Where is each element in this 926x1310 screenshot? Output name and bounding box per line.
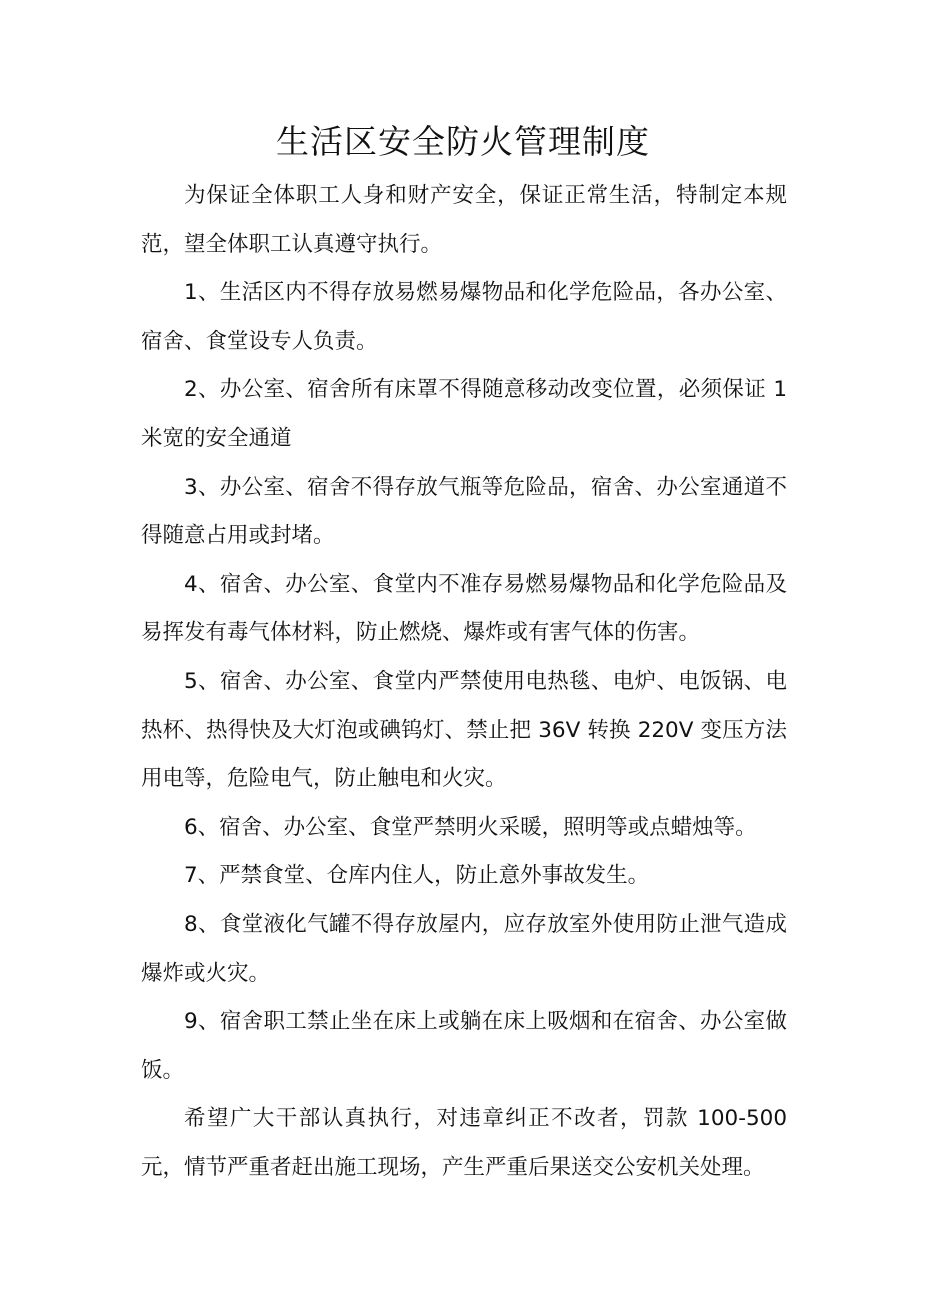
closing-paragraph: 希望广大干部认真执行，对违章纠正不改者，罚款 100-500 元，情节严重者赶出施工现场，产生严重后果送交公安机关处理。 (141, 1106, 787, 1180)
rule-item-5: 5、宿舍、办公室、食堂内严禁使用电热毯、电炉、电饭锅、电热杯、热得快及大灯泡或碘钨灯、禁止把 36V 转换 220V 变压方法用电等，危险电气，防止触电和火灾。 (141, 668, 787, 792)
rule-item-2: 2、办公室、宿舍所有床罩不得随意移动改变位置，必须保证 1 米宽的安全通道 (141, 377, 787, 451)
rule-item-9: 9、宿舍职工禁止坐在床上或躺在床上吸烟和在宿舍、办公室做饭。 (141, 1009, 787, 1083)
document-body (141, 172, 787, 1192)
intro-paragraph: 为保证全体职工人身和财产安全，保证正常生活，特制定本规范，望全体职工认真遵守执行。 (141, 183, 787, 257)
rule-item-4: 4、宿舍、办公室、食堂内不准存易燃易爆物品和化学危险品及易挥发有毒气体材料，防止燃烧、爆炸或有害气体的伤害。 (141, 571, 787, 646)
rule-item-6: 6、宿舍、办公室、食堂严禁明火采暖，照明等或点蜡烛等。 (184, 814, 757, 840)
rule-item-7: 7、严禁食堂、仓库内住人，防止意外事故发生。 (184, 863, 650, 889)
rule-item-1: 1、生活区内不得存放易燃易爆物品和化学危险品，各办公室、宿舍、食堂设专人负责。 (141, 280, 787, 354)
rule-item-3: 3、办公室、宿舍不得存放气瓶等危险品，宿舍、办公室通道不得随意占用或封堵。 (141, 474, 787, 549)
document-title: 生活区安全防火管理制度 (276, 122, 650, 161)
rule-item-8: 8、食堂液化气罐不得存放屋内，应存放室外使用防止泄气造成爆炸或火灾。 (141, 911, 787, 986)
